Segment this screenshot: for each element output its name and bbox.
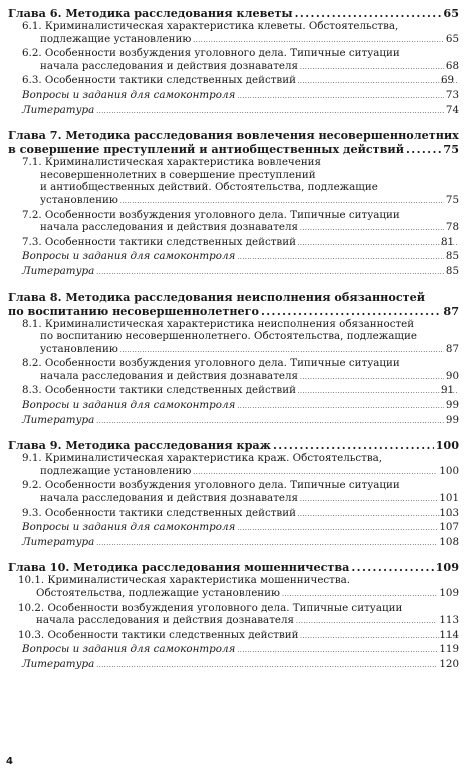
entry-page: 99 — [445, 399, 459, 412]
entry-text: 8.3. Особенности тактики следственных действий — [22, 384, 296, 397]
toc-line — [22, 643, 459, 658]
section-text — [18, 574, 459, 601]
section-last-line — [40, 465, 459, 480]
toc-line — [22, 89, 459, 104]
entry-text: подлежащие установлению — [40, 32, 192, 45]
entry-page: 65 — [443, 6, 459, 20]
chapter-title — [0, 6, 467, 20]
section-last-line — [22, 235, 459, 251]
chapter-block — [0, 6, 467, 118]
leader-dots — [237, 523, 437, 536]
toc-line — [22, 536, 459, 551]
entry-text: Вопросы и задания для самоконтроля — [22, 399, 236, 412]
extra-entry — [0, 250, 467, 265]
section-line: по воспитанию несовершеннолетнего. Обстоятельства, подлежащие — [40, 330, 417, 343]
entry-page: 99 — [445, 413, 459, 426]
entry-page: 109 — [435, 560, 459, 575]
entry-page: 87 — [443, 303, 459, 318]
section-entry — [0, 479, 467, 506]
section-last-line — [40, 33, 459, 48]
entry-page: 100 — [435, 438, 459, 453]
section-entry — [0, 236, 467, 251]
entry-text: Глава 6. Методика расследования клеветы — [8, 6, 293, 20]
leader-dots — [282, 589, 437, 602]
leader-dots — [300, 62, 444, 75]
extra-entry — [0, 658, 467, 673]
extra-entry — [0, 265, 467, 280]
toc-line — [40, 60, 459, 75]
extra-entry — [0, 414, 467, 429]
table-of-contents — [0, 6, 467, 683]
section-line: 8.1. Криминалистическая характеристика неисполнения обязанностей — [22, 317, 415, 330]
section-last-line — [18, 628, 459, 644]
chapter-block — [0, 438, 467, 550]
chapter-block — [0, 128, 467, 279]
entry-page: 114 — [439, 628, 459, 641]
section-text — [22, 47, 459, 74]
entry-page: 108 — [439, 535, 459, 548]
leader-dots — [298, 238, 457, 251]
section-entry — [0, 20, 467, 47]
section-entry — [0, 318, 467, 358]
entry-text: установлению — [40, 342, 118, 355]
toc-line — [8, 142, 459, 156]
chapter-block — [0, 560, 467, 672]
section-line: 6.1. Криминалистическая характеристика клеветы. Обстоятельства, — [22, 20, 399, 32]
toc-line — [40, 343, 459, 358]
section-text — [22, 452, 459, 479]
entry-text: Литература — [22, 657, 95, 670]
section-entry — [0, 452, 467, 479]
leader-dots — [237, 252, 444, 265]
chapter-title — [0, 560, 467, 574]
chapter-title-line: Глава 8. Методика расследования неисполнения обязанностей — [8, 289, 425, 304]
section-last-line — [40, 60, 459, 75]
extra-entry — [0, 104, 467, 119]
section-entry — [0, 507, 467, 522]
leader-dots — [96, 106, 444, 119]
entry-text: Вопросы и задания для самоконтроля — [22, 521, 236, 534]
section-text — [22, 318, 459, 358]
entry-page: 101 — [439, 492, 459, 505]
section-entry — [0, 602, 467, 629]
section-last-line — [36, 614, 459, 629]
entry-text: Вопросы и задания для самоконтроля — [22, 88, 236, 101]
section-entry — [0, 209, 467, 236]
leader-dots — [237, 645, 437, 658]
leader-dots — [300, 372, 444, 385]
entry-text: 6.3. Особенности тактики следственных действий — [22, 74, 296, 87]
extra-entry — [0, 89, 467, 104]
entry-page: 103 — [439, 506, 459, 519]
section-line: 10.2. Особенности возбуждения уголовного дела. Типичные ситуации — [18, 601, 403, 614]
toc-line — [8, 6, 459, 20]
entry-page: 68 — [445, 59, 459, 72]
entry-text: подлежащие установлению — [40, 464, 192, 477]
section-entry — [0, 574, 467, 601]
entry-page: 100 — [439, 464, 459, 477]
entry-text: начала расследования и действия дознавателя — [40, 492, 299, 505]
toc-line — [40, 33, 459, 48]
leader-dots — [298, 509, 455, 522]
entry-page: 107 — [439, 521, 459, 534]
toc-line — [8, 438, 459, 452]
leader-dots — [300, 223, 444, 236]
section-text — [22, 507, 459, 522]
section-text — [22, 357, 459, 384]
entry-text: Вопросы и задания для самоконтроля — [22, 250, 236, 263]
section-entry — [0, 47, 467, 74]
entry-text: по воспитанию несовершеннолетнего — [8, 303, 259, 318]
section-text — [22, 74, 459, 89]
entry-text: в совершение преступлений и антиобщественных действий — [8, 142, 404, 157]
toc-line — [40, 370, 459, 385]
entry-text: начала расследования и действия дознавателя — [36, 614, 295, 627]
leader-dots — [298, 386, 457, 399]
entry-page: 85 — [445, 264, 459, 277]
toc-line — [22, 250, 459, 265]
toc-line — [40, 221, 459, 236]
section-last-line — [40, 370, 459, 385]
entry-page: 75 — [443, 142, 459, 157]
toc-line: 7.3. Особенности тактики следственных действий ..... 81 — [40, 236, 459, 251]
section-line: 8.2. Особенности возбуждения уголовного дела. Типичные ситуации — [22, 357, 400, 370]
section-last-line — [22, 506, 459, 522]
section-entry — [0, 357, 467, 384]
entry-page: 113 — [439, 614, 459, 627]
section-entry — [0, 74, 467, 89]
entry-text: 10.3. Особенности тактики следственных действий — [18, 628, 299, 641]
toc-line — [22, 265, 459, 280]
section-last-line — [40, 343, 459, 358]
toc-line — [22, 521, 459, 536]
toc-line — [22, 658, 459, 673]
entry-page: 85 — [445, 250, 459, 263]
section-text — [22, 384, 459, 399]
toc-line — [36, 587, 459, 602]
section-text — [22, 20, 459, 47]
entry-text: 7.3. Особенности тактики следственных действий — [22, 235, 296, 248]
entry-text: Глава 10. Методика расследования мошенничества — [8, 560, 350, 575]
section-text — [18, 629, 459, 644]
entry-page: 120 — [439, 657, 459, 670]
entry-text: установлению — [40, 193, 118, 206]
leader-dots — [273, 438, 434, 452]
entry-text: Литература — [22, 264, 95, 277]
extra-entry — [0, 521, 467, 536]
section-line: и антиобщественных действий. Обстоятельства, подлежащие — [40, 181, 378, 194]
chapter-title — [0, 290, 467, 318]
extra-entry — [0, 399, 467, 414]
entry-text: Обстоятельства, подлежащие установлению — [36, 587, 280, 599]
entry-page: 87 — [445, 342, 459, 355]
section-line: 9.2. Особенности возбуждения уголовного дела. Типичные ситуации — [22, 479, 400, 492]
chapter-block — [0, 290, 467, 429]
section-last-line — [40, 492, 459, 507]
entry-text: 9.3. Особенности тактики следственных действий — [22, 506, 296, 519]
leader-dots — [96, 267, 444, 280]
extra-entry — [0, 536, 467, 551]
page-number: 4 — [6, 756, 13, 767]
entry-page: 78 — [445, 221, 459, 234]
section-text — [22, 156, 459, 208]
leader-dots — [96, 538, 437, 551]
toc-line — [40, 492, 459, 507]
leader-dots — [96, 416, 444, 429]
leader-dots — [237, 91, 444, 104]
section-text — [22, 209, 459, 236]
leader-dots — [300, 494, 437, 507]
leader-dots — [300, 631, 455, 644]
section-line: 7.2. Особенности возбуждения уголовного дела. Типичные ситуации — [22, 208, 400, 221]
entry-page: 109 — [439, 587, 459, 599]
section-last-line — [22, 384, 459, 399]
entry-page: 119 — [439, 643, 459, 656]
toc-line: 6.3. Особенности тактики следственных действий ..... 69 — [40, 74, 459, 89]
section-line: 6.2. Особенности возбуждения уголовного дела. Типичные ситуации — [22, 47, 400, 60]
entry-text: Вопросы и задания для самоконтроля — [22, 643, 236, 656]
chapter-title — [0, 128, 467, 156]
toc-line — [36, 614, 459, 629]
section-text — [22, 479, 459, 506]
section-text — [18, 602, 459, 629]
section-last-line — [22, 74, 459, 89]
leader-dots — [193, 467, 437, 480]
entry-text: начала расследования и действия дознавателя — [40, 369, 299, 382]
leader-dots — [296, 616, 437, 629]
entry-text: Глава 9. Методика расследования краж — [8, 438, 271, 453]
entry-page: 65 — [445, 32, 459, 45]
chapter-title-line: Глава 7. Методика расследования вовлечения несовершеннолетних — [8, 128, 459, 143]
leader-dots — [351, 560, 433, 574]
section-line: 9.1. Криминалистическая характеристика краж. Обстоятельства, — [22, 452, 383, 465]
entry-page: 74 — [445, 103, 459, 116]
section-last-line — [40, 221, 459, 236]
leader-dots — [120, 345, 444, 358]
chapter-title — [0, 438, 467, 452]
entry-page: 75 — [445, 193, 459, 206]
toc-line — [8, 560, 459, 574]
section-text — [22, 236, 459, 251]
entry-text: Литература — [22, 103, 95, 116]
entry-text: Литература — [22, 535, 95, 548]
toc-line — [22, 506, 459, 522]
leader-dots — [261, 304, 441, 318]
section-last-line — [36, 587, 459, 602]
entry-page: 90 — [445, 369, 459, 382]
leader-dots — [237, 401, 444, 414]
toc-line — [22, 414, 459, 429]
entry-text: Литература — [22, 413, 95, 426]
toc-line — [22, 399, 459, 414]
leader-dots — [120, 196, 444, 209]
leader-dots — [193, 35, 444, 48]
toc-line — [40, 465, 459, 480]
toc-line — [8, 304, 459, 318]
leader-dots — [295, 6, 442, 20]
toc-line — [22, 104, 459, 119]
leader-dots — [96, 660, 437, 673]
toc-line: 8.3. Особенности тактики следственных действий ..... 91 — [40, 384, 459, 399]
entry-text: начала расследования и действия дознавателя — [40, 59, 299, 72]
extra-entry — [0, 643, 467, 658]
section-entry — [0, 384, 467, 399]
toc-line — [18, 628, 459, 644]
section-line: 10.1. Криминалистическая характеристика мошенничества. — [18, 574, 351, 587]
section-last-line — [40, 194, 459, 209]
section-entry — [0, 629, 467, 644]
leader-dots — [298, 76, 457, 89]
entry-page: 73 — [445, 88, 459, 101]
section-line: 7.1. Криминалистическая характеристика вовлечения — [22, 156, 322, 169]
section-line: несовершеннолетних в совершение преступлений — [40, 168, 316, 181]
toc-line — [40, 194, 459, 209]
entry-text: начала расследования и действия дознавателя — [40, 221, 299, 234]
leader-dots — [406, 142, 441, 156]
section-entry — [0, 156, 467, 208]
